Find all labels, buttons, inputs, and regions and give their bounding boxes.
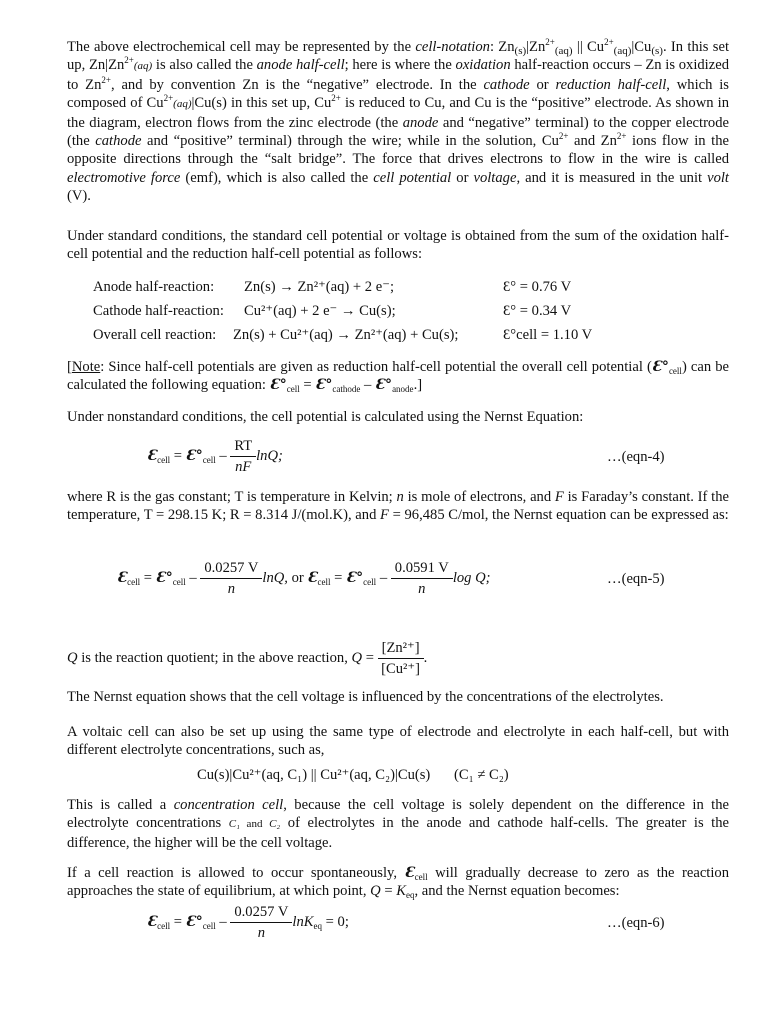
term-reduction-half-cell: reduction half-cell bbox=[555, 76, 667, 93]
half-reaction-equation: Zn(s) → Zn²⁺(aq) + 2 e⁻; bbox=[244, 279, 394, 295]
term-electromotive-force: electromotive force bbox=[67, 169, 181, 186]
half-reaction-potential: Ɛ° = 0.76 V bbox=[503, 279, 572, 295]
reaction-quotient-definition: Q is the reaction quotient; in the above reaction, Q = $\frac{\text{[Zn²⁺]}}{\text{[Cu²⁺]}}$ . bbox=[67, 640, 428, 677]
equation-tag: …(eqn-4) bbox=[607, 449, 665, 465]
paragraph-concentration-cell: This is called a concentration cell, because the cell voltage is solely dependent on the difference in the electrolyte concentrations C₁ and C₂ of electrolytes in the anode and cathode half-cells. The greater is the difference, the higher will be the cell voltage. bbox=[67, 797, 729, 851]
equation-6: $Ɛ_{cell}$ = $Ɛ^\circ_{cell}$ – $\frac{0.0257 V}{n}$ lnK$_{eq}$ = 0; bbox=[147, 904, 349, 941]
equation-tag: …(eqn-6) bbox=[607, 915, 665, 931]
paragraph-concentration-intro: A voltaic cell can also be set up using the same type of electrode and electrolyte in each half-cell, but with different electrolyte concentrations, such as, bbox=[67, 724, 729, 759]
note-label: Note bbox=[71, 359, 101, 375]
half-reaction-label: Anode half-reaction: bbox=[93, 279, 215, 295]
fraction: $\frac{RT}{nF}$ bbox=[230, 436, 256, 477]
half-reactions-table bbox=[67, 278, 729, 348]
equation-tag: …(eqn-5) bbox=[607, 571, 665, 587]
half-reaction-potential: Ɛ° = 0.34 V bbox=[503, 303, 572, 319]
term-cell-notation: cell-notation bbox=[415, 39, 490, 55]
half-reaction-label: Overall cell reaction: bbox=[93, 327, 217, 343]
note-paragraph: [Note: Since half-cell potentials are given as reduction half-cell potential the overall cell potential $(Ɛ^\circ_{cell})$ can be calculated the following equation: $Ɛ^\circ_{cell}$ = $Ɛ^\circ_{cathode}$ – $Ɛ^\circ_{anode}$.] bbox=[67, 359, 729, 395]
half-reaction-equation: Cu²⁺(aq) + 2 e⁻ → Cu(s); bbox=[244, 303, 396, 319]
half-reaction-equation: Zn(s) + Cu²⁺(aq) → Zn²⁺(aq) + Cu(s); bbox=[233, 327, 459, 343]
paragraph-equilibrium: If a cell reaction is allowed to occur spontaneously, $Ɛ_{cell}$ will gradually decrease to zero as the reaction approaches the state of equilibrium, at which point, $Q = K_{eq}$, and the Nernst equation becomes: bbox=[67, 865, 730, 901]
fraction: $\frac{\text{[Zn²⁺]}}{\text{[Cu²⁺]}}$ bbox=[378, 638, 424, 679]
half-reaction-label: Cathode half-reaction: bbox=[93, 303, 224, 319]
paragraph-nonstandard: Under nonstandard conditions, the cell potential is calculated using the Nernst Equation: bbox=[67, 409, 584, 425]
fraction: $\frac{0.0257 V}{n}$ bbox=[200, 558, 262, 599]
paragraph-nernst-influence: The Nernst equation shows that the cell voltage is influenced by the concentrations of the electrolytes. bbox=[67, 689, 664, 705]
equation-4: $Ɛ_{cell}$ = $Ɛ^\circ_{cell}$ – $\frac{RT}{nF}$ lnQ; bbox=[147, 438, 283, 475]
paragraph-standard-conditions: Under standard conditions, the standard cell potential or voltage is obtained from the sum of the oxidation half-cell potential and the reduction half-cell potential as follows: bbox=[67, 228, 729, 263]
concentration-cell-notation: Cu(s)|Cu²⁺(aq, C₁) || Cu²⁺(aq, C₂)|Cu(s) bbox=[197, 767, 431, 783]
concentration-condition: (C₁ ≠ C₂) bbox=[454, 767, 509, 783]
equation-5: $Ɛ_{cell}$ = $Ɛ^\circ_{cell}$ – $\frac{0.0257 V}{n}$ lnQ, or $Ɛ_{cell}$ = $Ɛ^\circ_{cell}$ – $\frac{0.0591 V}{n}$ log Q; bbox=[117, 560, 491, 597]
term-anode-half-cell: anode half-cell bbox=[256, 57, 345, 74]
fraction: $\frac{0.0591 V}{n}$ bbox=[391, 558, 453, 599]
term-concentration-cell: concentration cell bbox=[173, 797, 284, 813]
paragraph-cell-notation: The above electrochemical cell may be represented by the cell-notation: $Zn_{(s)}|Zn^{2+}_{(aq)}$ || $Cu^{2+}_{(aq)}|Cu_{(s)}$. In this set up, $Zn|Zn^{2+}(aq)$ is also called the anode half-cell; here is where the oxidation half-reaction occurs – Zn is oxidized to $Zn^{2+}$, and by convention Zn is the “negative” electrode. In the cathode or reduction half-cell, which is composed of $Cu^{2+}(aq)|Cu(s)$ in this set up, $Cu^{2+}$ is reduced to Cu, and Cu is the “positive” electrode. As shown in the diagram, electron flows from the zinc electrode (the anode and “negative” terminal) to the copper electrode (the cathode and “positive” terminal) through the wire; while in the solution, $Cu^{2+}$ and $Zn^{2+}$ ions flow in the opposite directions through the “salt bridge”. The force that drives electrons to flow in the wire is called electromotive force (emf), which is also called the cell potential or voltage, and it is measured in the unit volt (V). bbox=[67, 37, 730, 205]
paragraph-constants: where R is the gas constant; T is temperature in Kelvin; n is mole of electrons, and F is Faraday’s constant. If the temperature, T = 298.15 K; R = 8.314 J/(mol.K), and F = 96,485 C/mol, the Nernst equation can be expressed as: bbox=[67, 489, 730, 524]
half-reaction-potential: Ɛ°cell = 1.10 V bbox=[503, 327, 593, 343]
fraction: $\frac{0.0257 V}{n}$ bbox=[230, 902, 292, 943]
